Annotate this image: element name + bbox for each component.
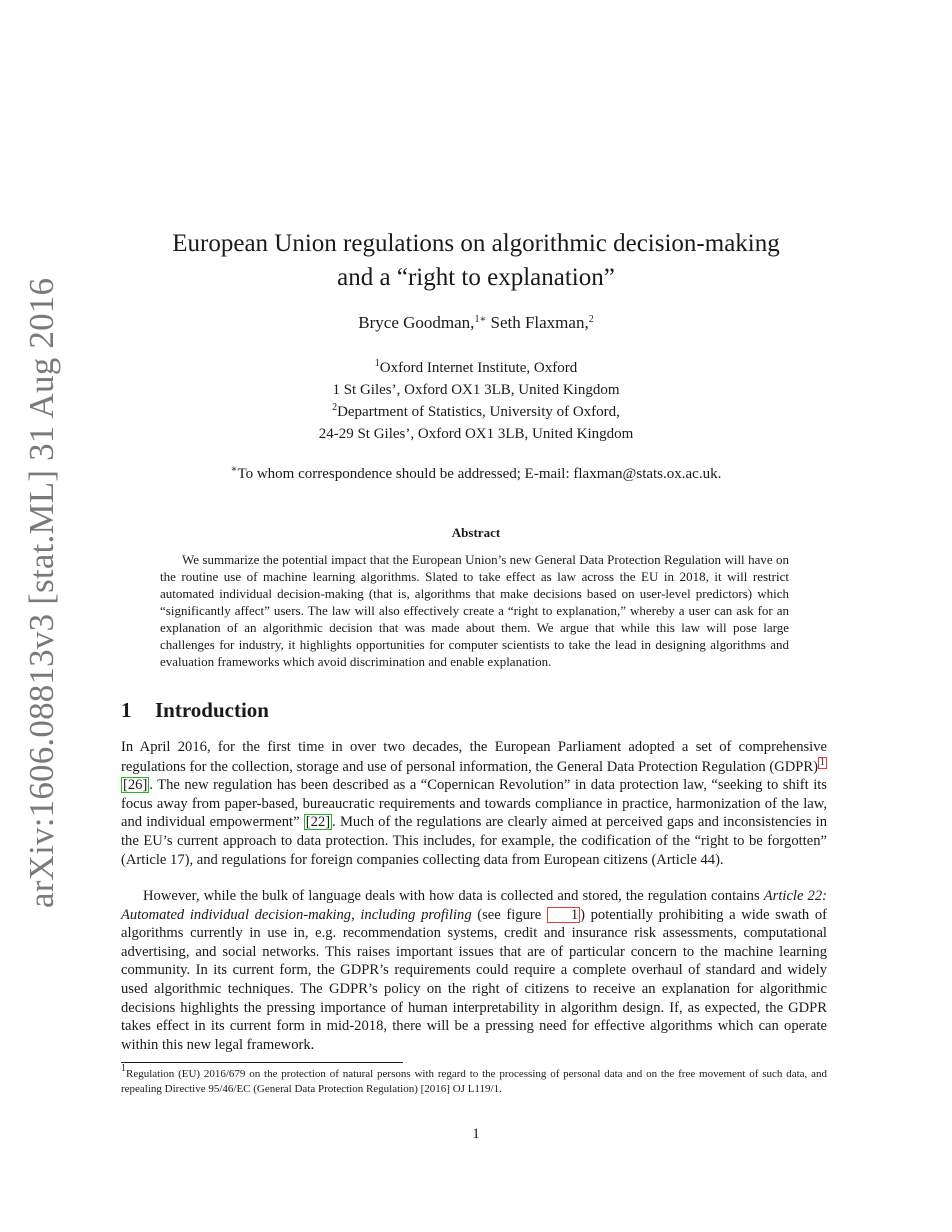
author-1-affil-mark: 1∗	[474, 314, 487, 325]
affiliations	[0, 357, 952, 445]
intro-paragraph-1	[121, 738, 827, 869]
section-heading	[121, 698, 269, 723]
affiliation-1-line-2: 1 St Giles’, Oxford OX1 3LB, United Kingdom	[332, 382, 620, 398]
intro-paragraph-2	[121, 887, 827, 1054]
footnote-link[interactable]: 1	[820, 756, 825, 768]
p1-text-1: In April 2016, for the first time in over two decades, the European Parliament adopted a set of comprehensive regulations for the collection, storage and use of personal information, the General Data Protection Regulation (GDPR)	[121, 739, 827, 775]
author-1: Bryce Goodman,	[358, 313, 475, 332]
section-number: 1	[121, 698, 132, 722]
affiliation-1-mark: 1	[374, 358, 380, 369]
title-line-2: and a “right to explanation”	[337, 264, 615, 291]
p1-text-2: . The new regulation has been described as a “Copernican Revolution” in data protection law, “seeking to shift its focus away from paper-based, bureaucratic requirements and towards compliance in practice, harmonization of the law, and individual empowerment”	[121, 777, 827, 831]
p2-article-title: Article 22: Automated individual decision-making, including profiling	[121, 888, 827, 923]
citation-link-22[interactable]: [22]	[305, 814, 331, 831]
abstract-text: We summarize the potential impact that the European Union’s new General Data Protection Regulation will have on the routine use of machine learning algorithms. Slated to take effect as law across the EU in 2018, it will restrict automated individual decision-making (that is, algorithms that make decisions based on user-level predictors) which “significantly affect” users. The law will also effectively create a “right to explanation,” whereby a user can ask for an explanation of an algorithmic decision that was made about them. We argue that while this law will pose large challenges for industry, it highlights opportunities for computer scientists to take the lead in designing algorithms and evaluation frameworks which avoid discrimination and enable explanation.	[160, 552, 789, 669]
affiliation-1-line-1	[0, 357, 952, 379]
correspondence-note	[0, 466, 952, 483]
affiliation-2-line-1	[0, 401, 952, 423]
p2-text-2: (see figure	[471, 906, 547, 923]
author-2-affil-mark: 2	[588, 314, 594, 325]
affiliation-2-name: Department of Statistics, University of Oxford,	[337, 404, 620, 420]
title-line-1: European Union regulations on algorithmic decision-making	[172, 230, 780, 257]
footnote	[121, 1063, 827, 1097]
author-2: Seth Flaxman,	[490, 313, 589, 332]
affiliation-1-name: Oxford Internet Institute, Oxford	[379, 360, 578, 376]
abstract-heading: Abstract	[451, 525, 501, 540]
affiliation-2-mark: 2	[332, 402, 338, 413]
section-title: Introduction	[155, 698, 269, 722]
citation-link-26[interactable]: [26]	[123, 777, 148, 794]
p2-text-3: ) potentially prohibiting a wide swath of algorithms currently in use in, e.g. recommendation systems, credit and insurance risk assessments, computational advertising, and social networks. This raises important issues that are of particular concern to the machine learning community. In its current form, the GDPR’s requirements could require a complete overhaul of standard and widely used algorithmic techniques. The GDPR’s policy on the right of citizens to receive an explanation for algorithmic decisions highlights the pressing importance of human interpretability in algorithm design. If, as expected, the GDPR takes effect in its current form in mid-2018, there will be a pressing need for effective algorithms which can operate within this new legal framework.	[121, 906, 827, 1053]
p1-text-3: . Much of the regulations are clearly aimed at perceived gaps and inconsistencies in the EU’s current approach to data protection. This includes, for example, the codification of the “right to be forgotten” (Article 17), and regulations for foreign companies collecting data from European citizens (Article 44).	[121, 814, 828, 868]
footnote-text: Regulation (EU) 2016/679 on the protection of natural persons with regard to the processing of personal data and on the free movement of such data, and repealing Directive 95/46/EC (General Data Protection Regulation) [2016] OJ L119/1.	[121, 1068, 827, 1095]
correspondence-mark: ∗	[230, 464, 238, 475]
affiliation-2-line-2: 24-29 St Giles’, Oxford OX1 3LB, United Kingdom	[318, 426, 634, 442]
p2-text-1: However, while the bulk of language deals with how data is collected and stored, the regulation contains	[143, 888, 764, 904]
correspondence-text: To whom correspondence should be addressed; E-mail: flaxman@stats.ox.ac.uk.	[237, 466, 722, 482]
paper-title	[0, 227, 952, 295]
page-number: 1	[472, 1126, 480, 1142]
authors	[0, 313, 952, 333]
figure-link[interactable]: 1	[547, 907, 580, 923]
footnote-rule	[121, 1062, 403, 1063]
footnote-mark: 1	[121, 1063, 126, 1074]
arxiv-stamp: arXiv:1606.08813v3 [stat.ML] 31 Aug 2016	[22, 277, 61, 908]
